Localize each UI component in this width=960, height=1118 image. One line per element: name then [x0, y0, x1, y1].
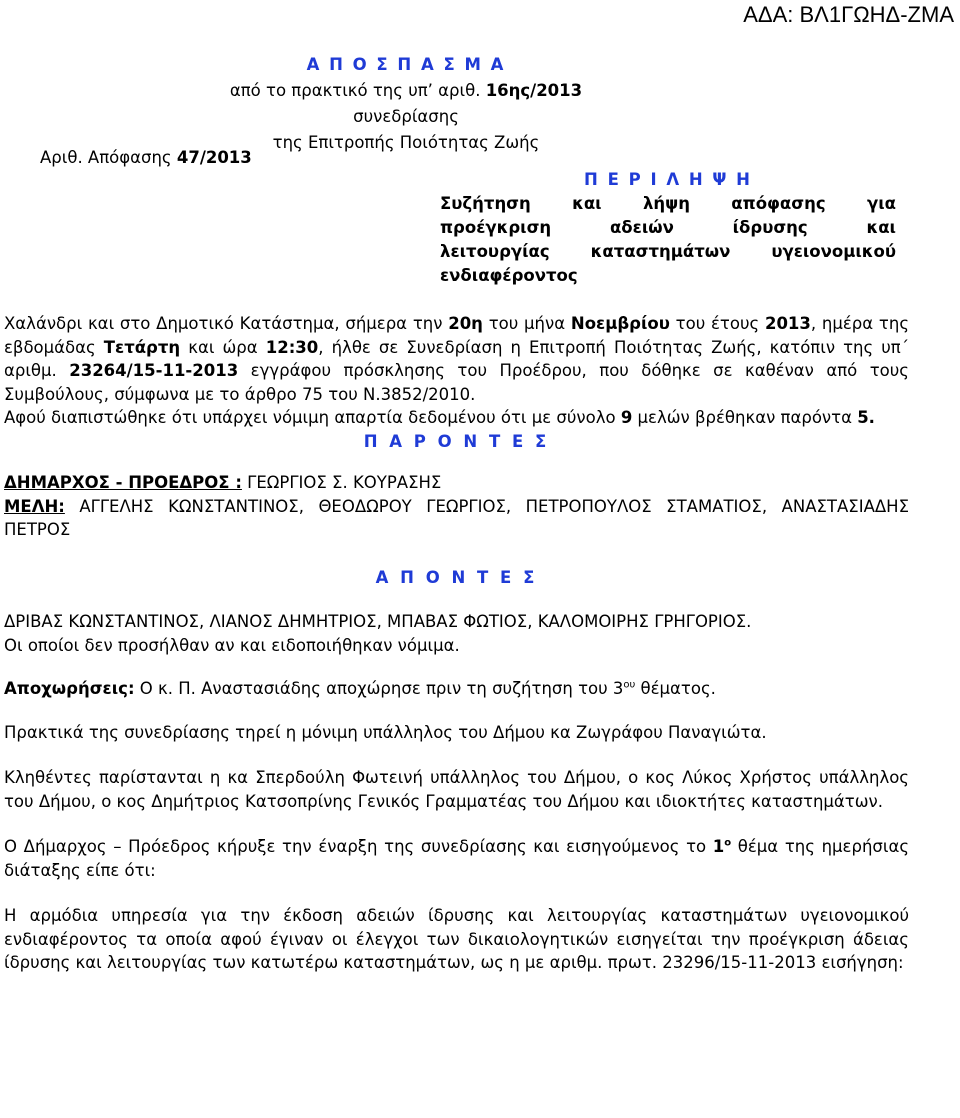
summary-line: προέγκριση αδειών ίδρυσης και	[440, 218, 896, 237]
header-line-2: της Επιτροπής Ποιότητας Ζωής	[272, 133, 540, 152]
invited-paragraph: Κληθέντες παρίστανται η κα Σπερδούλη Φωτεινή υπάλληλος του Δήμου, ο κος Λύκος Χρήστος υπάλληλος του Δήμου, ο κος Δημήτριος Κατσοπρίνης Γενικός Γραμματέας του Δήμου και ιδιοκτήτες καταστημάτων.	[4, 768, 909, 811]
mayor-line: ΔΗΜΑΡΧΟΣ - ΠΡΟΕΔΡΟΣ : ΓΕΩΡΓΙΟΣ Σ. ΚΟΥΡΑΣΗΣ	[4, 473, 442, 492]
summary-line: λειτουργίας καταστημάτων υγειονομικού	[440, 242, 896, 261]
header-line-1: από το πρακτικό της υπ’ αριθ. 16ης/2013 συνεδρίασης	[229, 81, 583, 126]
summary-line: Συζήτηση και λήψη απόφασης για	[440, 194, 896, 213]
withdrawals-paragraph: Αποχωρήσεις: Ο κ. Π. Αναστασιάδης αποχώρησε πριν τη συζήτηση του $3^{o\upsilon}$ θέματος.	[4, 679, 716, 698]
members-paragraph: ΜΕΛΗ: ΑΓΓΕΛΗΣ ΚΩΝΣΤΑΝΤΙΝΟΣ, ΘΕΟΔΩΡΟΥ ΓΕΩΡΓΙΟΣ, ΠΕΤΡΟΠΟΥΛΟΣ ΣΤΑΜΑΤΙΟΣ, ΑΝΑΣΤΑΣΙΑΔΗΣ ΠΕΤΡΟΣ	[4, 496, 909, 539]
intro-paragraph: Χαλάνδρι και στο Δημοτικό Κατάστημα, σήμερα την 20η του μήνα Νοεμβρίου του έτους 2013, ημέρα της εβδομάδας Τετάρτη και ώρα 12:30, ήλθε σε Συνεδρίαση η Επιτροπή Ποιότητας Ζωής, κατόπιν της υπ΄ αριθμ. 23264/15-11-2013 εγγράφου πρόσκλησης του Προέδρου, που δόθηκε σε καθέναν από τους Συμβούλους, σύμφωνα με το άρθρο 75 του Ν.3852/2010.	[4, 314, 909, 404]
absent-note: Οι οποίοι δεν προσήλθαν αν και ειδοποιήθηκαν νόμιμα.	[4, 635, 460, 655]
extract-title: Α Π Ο Σ Π Α Σ Μ Α	[306, 55, 506, 74]
mayor-intro-paragraph: Ο Δήμαρχος – Πρόεδρος κήρυξε την έναρξη της συνεδρίασης και εισηγούμενος το $1^o$ θέμα της ημερήσιας διάταξης είπε ότι:	[4, 837, 909, 880]
summary-line: ενδιαφέροντος	[440, 266, 578, 285]
present-title: Π Α Ρ Ο Ν Τ Ε Σ	[363, 431, 550, 451]
ada-code: ΑΔΑ: ΒΛ1ΓΩΗΔ-ΖΜΑ	[743, 2, 954, 27]
proposal-paragraph: Η αρμόδια υπηρεσία για την έκδοση αδειών ίδρυσης και λειτουργίας καταστημάτων υγειονομικού ενδιαφέροντος τα οποία αφού έγιναν οι έλεγχοι των δικαιολογητικών εισηγείται την προέγκριση άδειας ίδρυσης και λειτουργίας των κατωτέρω καταστημάτων, ως η με αριθμ. πρωτ. 23296/15-11-2013 εισήγηση:	[4, 906, 909, 972]
decision-number: Αριθ. Απόφασης 47/2013	[40, 148, 252, 167]
minutes-paragraph: Πρακτικά της συνεδρίασης τηρεί η μόνιμη υπάλληλος του Δήμου κα Ζωγράφου Παναγιώτα.	[4, 722, 767, 742]
absent-names: ΔΡΙΒΑΣ ΚΩΝΣΤΑΝΤΙΝΟΣ, ΛΙΑΝΟΣ ΔΗΜΗΤΡΙΟΣ, ΜΠΑΒΑΣ ΦΩΤΙΟΣ, ΚΑΛΟΜΟΙΡΗΣ ΓΡΗΓΟΡΙΟΣ.	[4, 612, 752, 631]
document-body	[4, 312, 909, 975]
quorum-paragraph: Αφού διαπιστώθηκε ότι υπάρχει νόμιμη απαρτία δεδομένου ότι με σύνολο 9 μελών βρέθηκαν παρόντα 5.	[4, 408, 875, 427]
absent-title: Α Π Ο Ν Τ Ε Σ	[375, 567, 538, 587]
document-header	[186, 52, 626, 156]
summary-block	[440, 168, 896, 288]
summary-title: Π Ε Ρ Ι Λ Η Ψ Η	[584, 170, 752, 189]
